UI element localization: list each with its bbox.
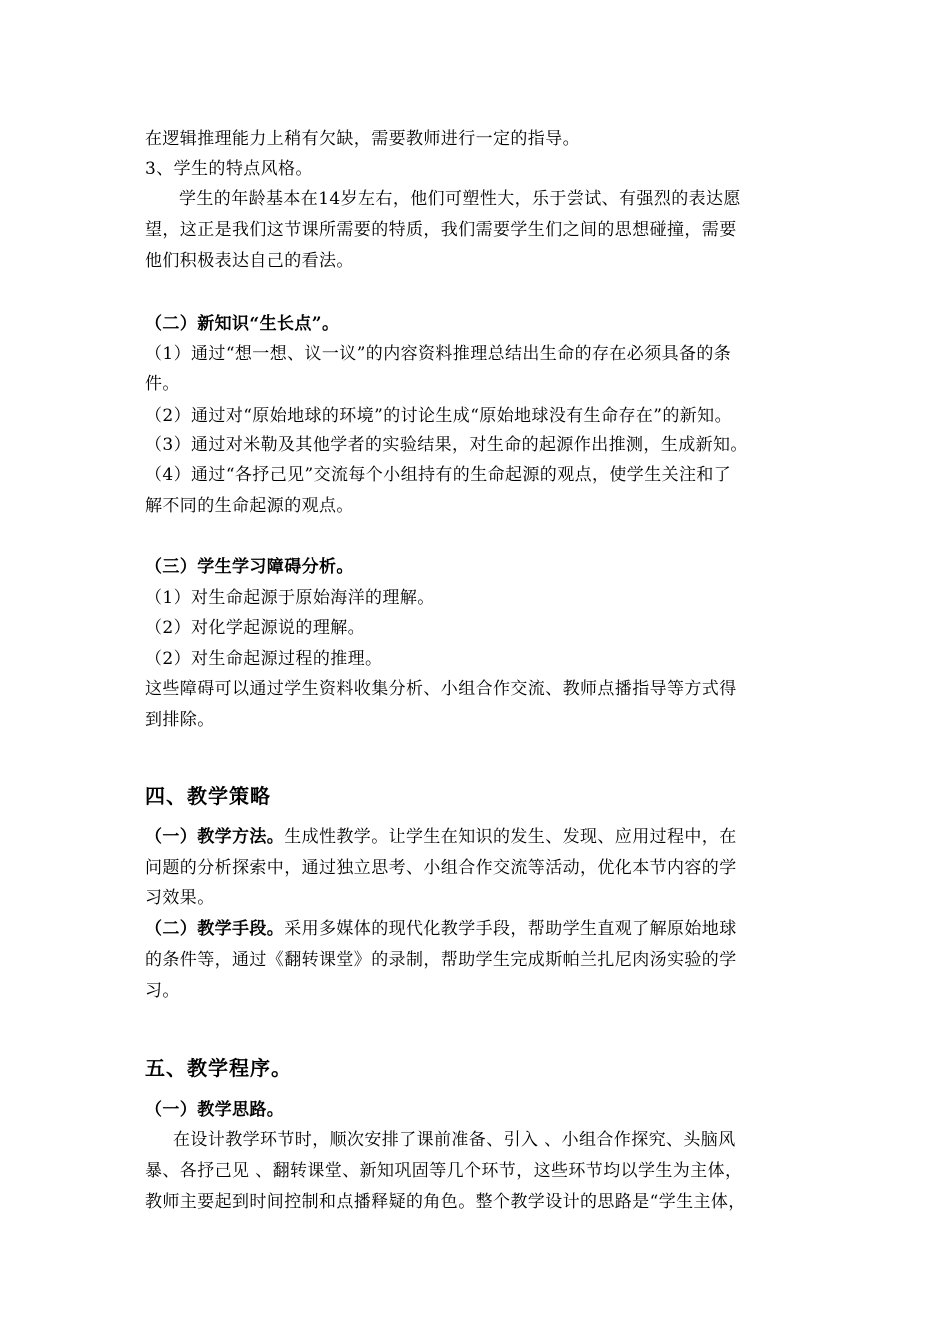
paragraph-line: 望，这正是我们这节课所需要的特质，我们需要学生们之间的思想碰撞，需要	[145, 220, 737, 240]
paragraph-line	[145, 826, 737, 848]
heading-teaching-strategy: 四、教学策略	[145, 784, 271, 808]
paragraph-line: 在逻辑推理能力上稍有欠缺，需要教师进行一定的指导。	[145, 129, 580, 149]
subheading-student-style: 3、学生的特点风格。	[145, 159, 313, 179]
section-title-obstacles: （三）学生学习障碍分析。	[145, 557, 354, 577]
paragraph-line: 在设计教学环节时，顺次安排了课前准备、引入 、小组合作探究、头脑风	[173, 1130, 736, 1150]
paragraph-line: 问题的分析探索中，通过独立思考、小组合作交流等活动，优化本节内容的学	[145, 858, 737, 878]
list-item: （2）通过对“原始地球的环境”的讨论生成“原始地球没有生命存在”的新知。	[145, 406, 732, 426]
paragraph-text: 采用多媒体的现代化教学手段，帮助学生直观了解原始地球	[284, 919, 737, 939]
paragraph-line: 的条件等，通过《翻转课堂》的录制，帮助学生完成斯帕兰扎尼肉汤实验的学	[145, 950, 737, 970]
paragraph-line: 习效果。	[145, 888, 215, 908]
section-title-teaching-idea: （一）教学思路。	[145, 1100, 285, 1120]
paragraph-line: 他们积极表达自己的看法。	[145, 251, 354, 271]
list-item: （2）对生命起源过程的推理。	[145, 649, 383, 669]
heading-teaching-procedure: 五、教学程序。	[145, 1056, 292, 1080]
list-item: 件。	[145, 374, 180, 394]
section-title-new-knowledge: （二）新知识“生长点”。	[145, 314, 340, 334]
list-item: （3）通过对米勒及其他学者的实验结果，对生命的起源作出推测，生成新知。	[145, 435, 748, 455]
list-item: （1）对生命起源于原始海洋的理解。	[145, 588, 435, 608]
paragraph-line: 到排除。	[145, 710, 215, 730]
paragraph-line: 习。	[145, 981, 180, 1001]
list-item: （1）通过“想一想、议一议”的内容资料推理总结出生命的存在必须具备的条	[145, 344, 732, 364]
paragraph-line: 暴、各抒己见 、翻转课堂、新知巩固等几个环节，这些环节均以学生为主体，	[145, 1161, 743, 1181]
paragraph-line	[145, 918, 737, 940]
paragraph-line: 这些障碍可以通过学生资料收集分析、小组合作交流、教师点播指导等方式得	[145, 679, 737, 699]
list-item: （4）通过“各抒己见”交流每个小组持有的生命起源的观点，使学生关注和了	[145, 465, 732, 485]
paragraph-text: 生成性教学。让学生在知识的发生、发现、应用过程中，在	[284, 827, 737, 847]
paragraph-line: 教师主要起到时间控制和点播释疑的角色。整个教学设计的思路是“学生主体，	[145, 1192, 746, 1212]
paragraph-line: 学生的年龄基本在14岁左右，他们可塑性大，乐于尝试、有强烈的表达愿	[179, 189, 741, 209]
list-item: （2）对化学起源说的理解。	[145, 618, 366, 638]
label-teaching-method: （一）教学方法。	[145, 827, 285, 847]
label-teaching-means: （二）教学手段。	[145, 919, 285, 939]
list-item: 解不同的生命起源的观点。	[145, 496, 354, 516]
